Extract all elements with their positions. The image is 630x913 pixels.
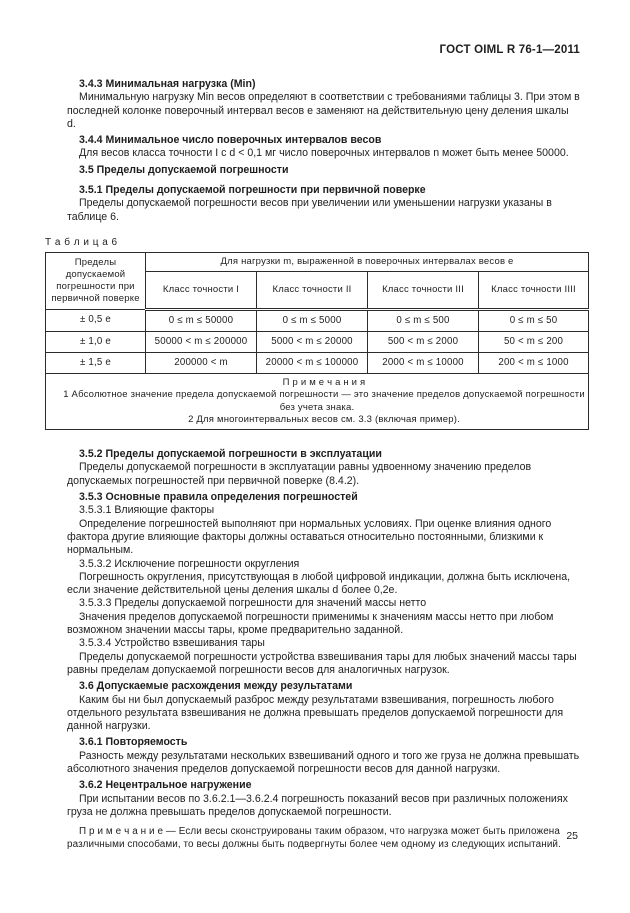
table6-cell: 200000 < m xyxy=(146,352,257,373)
table6-header-row-1 xyxy=(46,252,589,271)
heading-3-5-2: 3.5.2 Пределы допускаемой погрешности в эксплуатации xyxy=(79,448,382,461)
table6-cell: 50 < m ≤ 200 xyxy=(479,331,589,352)
para-3-6: Каким бы ни был допускаемый разброс между результатами взвешивания, погрешность любого отдельного результата взвешивания не должна превышать пределов допускаемой погрешности для данной нагрузки. xyxy=(67,693,564,733)
para-3-5-2: Пределы допускаемой погрешности в эксплуатации равны удвоенному значению пределов допускаемых погрешностей при первичной поверке (8.4.2). xyxy=(67,461,532,487)
para-3-5-3-2: Погрешность округления, присутствующая в любой цифровой индикации, должна быть исключена, если значение действительной цены деления шкалы d более 0,2e. xyxy=(67,570,571,597)
para-3-4-3: Минимальную нагрузку Min весов определяют в соответствии с требованиями таблицы 3. При этом в последней колонке поверочный интервал весов e заменяют на действительную цену деления шкалы d. xyxy=(67,91,580,130)
para-3-5-3-3: Значения пределов допускаемой погрешности применимы к значениям массы нетто при любом возможном значении массы тары, кроме предварительно заданной. xyxy=(67,610,554,637)
table6-span-header: Для нагрузки m, выраженной в поверочных интервалах весов e xyxy=(146,252,589,271)
table6-label: Т а б л и ц а 6 xyxy=(45,236,118,248)
table6-corner-header: Пределы допускаемой погрешности при первичной поверке xyxy=(46,252,146,309)
table6-notes-row xyxy=(46,373,589,429)
page-number: 25 xyxy=(566,830,578,842)
doc-code: ГОСТ OIML R 76-1—2011 xyxy=(439,44,580,56)
table6-cell: 200 < m ≤ 1000 xyxy=(479,352,589,373)
table6-notes-title: П р и м е ч а н и я xyxy=(282,376,366,388)
heading-3-5-3: 3.5.3 Основные правила определения погрешностей xyxy=(79,491,358,504)
table6-row xyxy=(46,309,589,331)
table6-cell: 2000 < m ≤ 10000 xyxy=(368,352,479,373)
table6-cell: 0 ≤ m ≤ 500 xyxy=(368,309,479,331)
heading-3-5-1: 3.5.1 Пределы допускаемой погрешности при первичной поверке xyxy=(79,184,426,197)
heading-3-5-3-3: 3.5.3.3 Пределы допускаемой погрешности для значений массы нетто xyxy=(79,597,427,610)
para-3-5-1: Пределы допускаемой погрешности весов при увеличении или уменьшении нагрузки указаны в таблице 6. xyxy=(67,197,552,223)
table6-col-header: Класс точности II xyxy=(257,271,368,309)
para-3-4-4: Для весов класса точности I с d < 0,1 мг число поверочных интервалов n может быть менее 50000. xyxy=(79,147,569,160)
table6-cell: 5000 < m ≤ 20000 xyxy=(257,331,368,352)
table6-cell: ± 1,0 e xyxy=(46,331,146,352)
heading-3-6-1: 3.6.1 Повторяемость xyxy=(79,736,188,749)
table6-cell: 0 ≤ m ≤ 5000 xyxy=(257,309,368,331)
para-3-6-1: Разность между результатами нескольких взвешиваний одного и того же груза не должна превышать абсолютного значения пределов допускаемой погрешности весов для данной нагрузки. xyxy=(67,749,580,775)
table6-cell: 0 ≤ m ≤ 50000 xyxy=(146,309,257,331)
table6 xyxy=(45,252,589,430)
table6-cell: ± 0,5 e xyxy=(46,309,146,331)
table6-notes xyxy=(46,373,589,429)
table6-row xyxy=(46,352,589,373)
para-3-5-3-1: Определение погрешностей выполняют при нормальных условиях. При оценке влияния одного фактора другие влияющие факторы должны оставаться относительно постоянными, близкими к нормальным. xyxy=(67,517,552,557)
para-3-5-3-4: Пределы допускаемой погрешности устройства взвешивания тары для любых значений массы тары равны пределам допускаемой погрешности весов для аналогичных нагрузок. xyxy=(67,650,577,676)
table6-cell: 500 < m ≤ 2000 xyxy=(368,331,479,352)
table6-cell: ± 1,5 e xyxy=(46,352,146,373)
table6-cell: 0 ≤ m ≤ 50 xyxy=(479,309,589,331)
heading-3-5-3-2: 3.5.3.2 Исключение погрешности округления xyxy=(79,557,300,570)
note-3-6-2: П р и м е ч а н и е — Если весы сконструированы таким образом, что нагрузка может быть приложена различными способами, то весы должны быть подвергнуты более чем одному из следующих испытаний. xyxy=(67,826,561,850)
heading-3-4-4: 3.4.4 Минимальное число поверочных интервалов весов xyxy=(79,134,382,147)
table6-col-header: Класс точности IIII xyxy=(479,271,589,309)
table6-note-1: 1 Абсолютное значение предела допускаемой погрешности — это значение пределов допускаемой погрешности без учета знака. xyxy=(63,389,585,413)
heading-3-6-2: 3.6.2 Нецентральное нагружение xyxy=(79,779,252,792)
heading-3-5-3-4: 3.5.3.4 Устройство взвешивания тары xyxy=(79,637,265,650)
para-3-6-2: При испытании весов по 3.6.2.1—3.6.2.4 погрешность показаний весов при различных положениях груза не должна превышать пределов допускаемой погрешности. xyxy=(67,792,568,818)
heading-3-4-3: 3.4.3 Минимальная нагрузка (Min) xyxy=(79,78,256,90)
table6-col-header: Класс точности III xyxy=(368,271,479,309)
table6-row xyxy=(46,331,589,352)
table6-cell: 20000 < m ≤ 100000 xyxy=(257,352,368,373)
table6-note-2: 2 Для многоинтервальных весов см. 3.3 (включая пример). xyxy=(188,413,460,425)
heading-3-6: 3.6 Допускаемые расхождения между результатами xyxy=(79,680,353,693)
heading-3-5-3-1: 3.5.3.1 Влияющие факторы xyxy=(79,504,215,517)
table6-cell: 50000 < m ≤ 200000 xyxy=(146,331,257,352)
table6-col-header: Класс точности I xyxy=(146,271,257,309)
heading-3-5: 3.5 Пределы допускаемой погрешности xyxy=(79,163,289,176)
